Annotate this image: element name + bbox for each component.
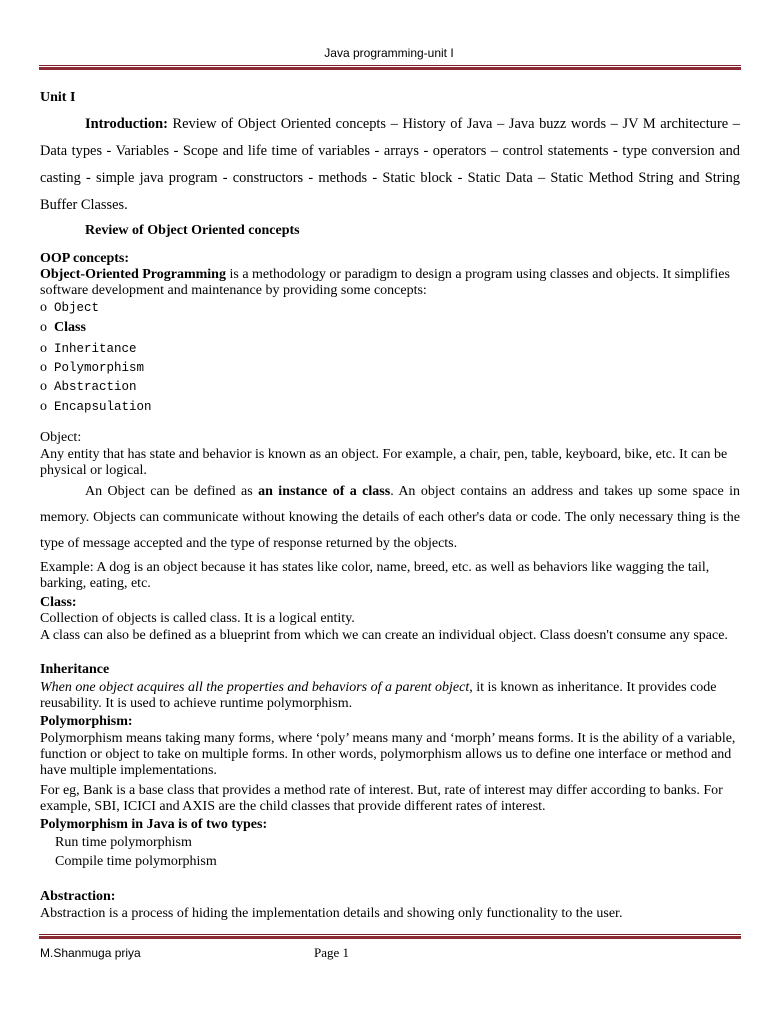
oop-list-item-class xyxy=(40,320,86,336)
oop-list-item-polymorphism xyxy=(40,360,144,376)
oop-heading: OOP concepts: xyxy=(40,251,130,266)
bullet: o xyxy=(40,320,47,335)
oop-lead-bold: Object-Oriented Programming xyxy=(40,267,226,282)
footer-author: M.Shanmuga priya xyxy=(40,946,141,960)
inheritance-heading: Inheritance xyxy=(40,662,110,677)
polymorphism-type-compile-time: Compile time polymorphism xyxy=(55,854,217,869)
footer-page-number: Page 1 xyxy=(314,945,350,960)
oop-item-label: Encapsulation xyxy=(54,400,152,414)
object-example: Example: A dog is an object because it has states like color, name, breed, etc. as well as behaviors like wagging the tail, barking, eating, etc. xyxy=(40,560,710,591)
oop-list-item-inheritance xyxy=(40,341,137,357)
polymorphism-paragraph-2: For eg, Bank is a base class that provides a method rate of interest. But, rate of interest may differ according to banks. For example, SBI, ICICI and AXIS are the child classes that provide different rates of interest. xyxy=(40,783,723,814)
unit-heading: Unit I xyxy=(40,90,76,105)
oop-list-item-object xyxy=(40,300,99,316)
oop-list-item-encapsulation xyxy=(40,399,152,415)
review-heading: Review of Object Oriented concepts xyxy=(85,223,300,238)
header-title: Java programming-unit I xyxy=(324,46,454,60)
class-heading: Class: xyxy=(40,595,77,610)
polymorphism-paragraph-1: Polymorphism means taking many forms, where ‘poly’ means many and ‘morph’ means forms. It is the ability of a variable, function or object to take on multiple forms. In other words, polymorphism allows us to define one interface or method and have multiple implementations. xyxy=(40,731,736,778)
polymorphism-heading: Polymorphism: xyxy=(40,714,133,729)
oop-item-label: Inheritance xyxy=(54,342,137,356)
abstraction-paragraph: Abstraction is a process of hiding the implementation details and showing only functionality to the user. xyxy=(40,906,623,921)
oop-paragraph xyxy=(40,267,740,299)
polymorphism-types-heading: Polymorphism in Java is of two types: xyxy=(40,817,268,832)
polymorphism-type-runtime: Run time polymorphism xyxy=(55,835,192,850)
object-para2-post: . An object contains an address and takes up some space in memory. Objects can communicate without knowing the details of each other's data or code. The only necessary thing is the type of message accepted and the type of response returned by the objects. xyxy=(40,484,741,551)
oop-list-item-abstraction xyxy=(40,379,137,395)
bullet: o xyxy=(40,341,47,356)
abstraction-heading: Abstraction: xyxy=(40,889,116,904)
intro-label: Introduction: xyxy=(85,116,168,132)
oop-lead-text: is a methodology or paradigm to design a program using classes and objects. It simplifies software development and maintenance by providing some concepts: xyxy=(40,267,730,298)
oop-item-label: Polymorphism xyxy=(54,361,145,375)
intro-paragraph xyxy=(40,111,740,219)
oop-item-label: Abstraction xyxy=(54,380,137,394)
bullet: o xyxy=(40,360,47,375)
bullet: o xyxy=(40,379,47,394)
oop-item-label: Class xyxy=(54,320,86,335)
object-para2-bold: an instance of a class xyxy=(258,484,391,499)
footer-rule xyxy=(39,934,741,939)
bullet: o xyxy=(40,399,47,414)
bullet: o xyxy=(40,300,47,315)
oop-item-label: Object xyxy=(54,301,100,315)
object-para2-pre: An Object can be defined as xyxy=(85,484,259,499)
object-paragraph-2 xyxy=(40,479,740,557)
inheritance-rest: , it is known as inheritance. It provides code reusability. It is used to achieve runtime polymorphism. xyxy=(40,680,717,711)
intro-text: Review of Object Oriented concepts – History of Java – Java buzz words – JV M architecture – Data types - Variables - Scope and life time of variables - arrays - operators – control statements - type conversion and casting - simple java program - constructors - methods - Static block - Static Data – Static Method String and String Buffer Classes. xyxy=(40,116,740,213)
inheritance-italic: When one object acquires all the properties and behaviors of a parent object xyxy=(40,680,470,695)
object-paragraph-1: Any entity that has state and behavior is known as an object. For example, a chair, pen, table, keyboard, bike, etc. It can be physical or logical. xyxy=(40,447,728,478)
header-rule xyxy=(39,65,741,70)
object-heading: Object: xyxy=(40,430,82,445)
inheritance-paragraph xyxy=(40,680,740,712)
class-paragraph-2: A class can also be defined as a blueprint from which we can create an individual object. Class doesn't consume any space. xyxy=(40,628,728,643)
class-paragraph-1: Collection of objects is called class. It is a logical entity. xyxy=(40,611,355,626)
